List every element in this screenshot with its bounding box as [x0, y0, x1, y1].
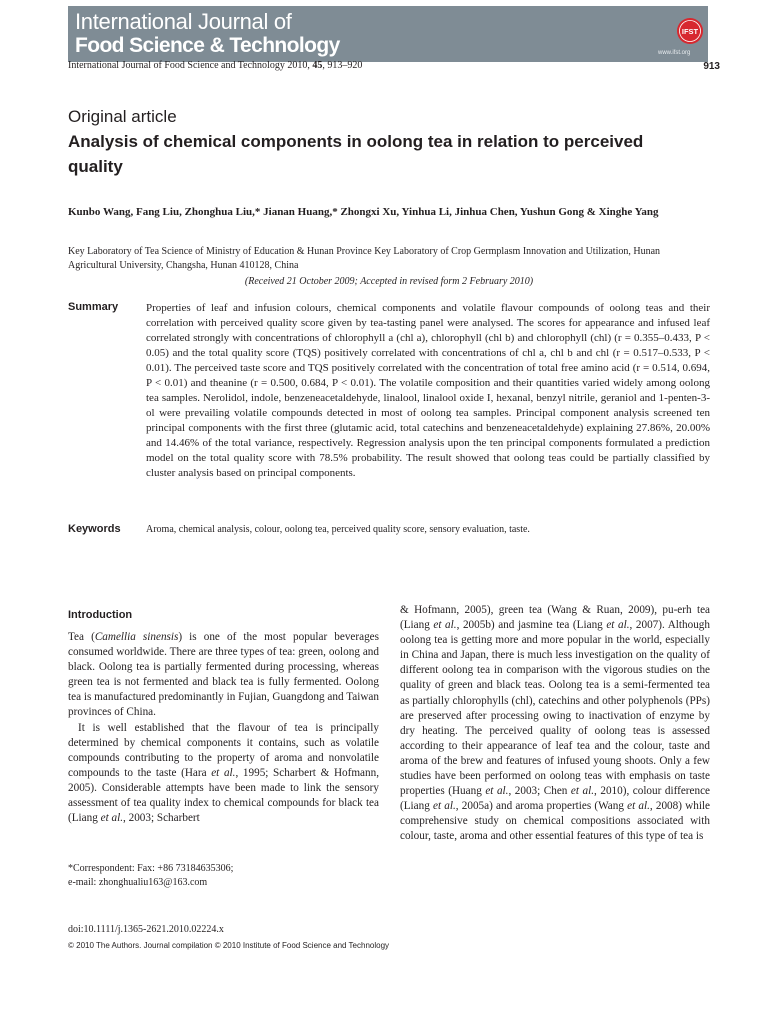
text-run: , 2007). Although oolong tea is getting more and more popular in the world, especially in China and Japan, there is much less investigation on the quality of different oolong tea in comparison with the vigorous studies on the quality of green and black teas. Oolong tea is a semi-fermented tea as partially chlorophylls (chl), catechins and other polyphenols (PPs) are preserved after processing owing to inactivation of enzyme by dry heating. The perceived quality of oolong teas is assessed according to their appearance of leaf tea and the colour, taste and aroma of the brew and features of infused young shoots. Only a few studies have been performed on oolong teas with emphasis on taste properties (Huang — [400, 619, 710, 798]
journal-name-line2: Food Science & Technology — [75, 34, 340, 57]
affiliation: Key Laboratory of Tea Science of Ministry of Education & Hunan Province Key Laboratory of Crop Germplasm Innovation and Utilization, Hunan Agricultural University, Changsha, Hunan 410128, China — [68, 246, 661, 271]
text-run: , 2010), colour difference (Liang — [400, 785, 711, 813]
text-run: Tea ( — [68, 631, 95, 643]
text-run: , 2003; Scharbert — [123, 812, 200, 825]
ifst-logo-icon — [676, 17, 704, 45]
introduction-continuation — [400, 603, 710, 845]
species-name: Camellia sinensis — [94, 631, 179, 643]
text-run: , 1995; Scharbert & Hofmann, 2005). Considerable attempts have been made to link the sensory assessment of tea quality index to chemical compounds for black tea (Liang — [68, 766, 379, 825]
received-accepted-dates: (Received 21 October 2009; Accepted in revised form 2 February 2010) — [244, 276, 534, 287]
journal-citation — [68, 60, 362, 71]
introduction-heading: Introduction — [68, 609, 133, 621]
text-run: , 2005b) and jasmine tea (Liang — [456, 619, 607, 632]
text-run: & Hofmann, 2005), green tea (Wang & Ruan, 2009), pu-erh tea (Liang — [400, 604, 710, 632]
text-run: It is well established that the flavour of tea is principally determined by chemical components it contains, such as volatile compounds contributing to the property of aroma and nonvolatile compounds to the taste (Hara — [68, 721, 379, 779]
text-run: , 2003; Chen — [508, 785, 571, 798]
correspondence-footnote — [68, 862, 233, 890]
copyright-notice: © 2010 The Authors. Journal compilation © 2010 Institute of Food Science and Technology — [68, 941, 390, 950]
citation-pages: , 913–920 — [322, 60, 363, 71]
et-al: et al. — [100, 812, 123, 825]
et-al: et al. — [627, 800, 650, 813]
summary-label: Summary — [68, 301, 119, 313]
article-type: Original article — [68, 107, 177, 126]
et-al: et al. — [485, 785, 509, 798]
et-al: et al. — [606, 619, 630, 632]
author-list: Kunbo Wang, Fang Liu, Zhonghua Liu,* Jianan Huang,* Zhongxi Xu, Yinhua Li, Jinhua Chen, Yushun Gong & Xinghe Yang — [68, 206, 659, 218]
et-al: et al. — [433, 800, 456, 813]
journal-name-line1: International Journal of — [75, 9, 292, 34]
journal-banner — [68, 6, 708, 62]
keywords-text: Aroma, chemical analysis, colour, oolong tea, perceived quality score, sensory evaluation, taste. — [146, 524, 530, 535]
correspondent-fax: *Correspondent: Fax: +86 73184635306; — [68, 863, 234, 874]
journal-url: www.ifst.org — [658, 50, 691, 56]
citation-prefix: International Journal of Food Science and Technology 2010, — [68, 60, 310, 71]
summary-text: Properties of leaf and infusion colours, chemical components and volatile flavour compounds of oolong teas and their correlation with perceived quality score given by tea-tasting panel were analysed. The scores for appearance and infused leaf correlated strongly with concentrations of chlorophyll a (chl a), chlorophyll (chl b) and chlorophyll (chl) (r = 0.355–0.433, P < 0.05) and the total quality score (TQS) positively correlated with concentrations of chl a, chl b and chl (r = 0.517–0.533, P < 0.01). The perceived taste score and TQS positively correlated with the concentration of total free amino acid (r = 0.514, 0.694, P < 0.01) and theanine (r = 0.500, 0.684, P < 0.01). The volatile composition and their quantities varied widely among oolong tea samples. Nerolidol, indole, benzeneacetaldehyde, linalool, linalool oxide I, hexanal, benzyl nitrile, geraniol and 1-penten-3-ol were prevailing volatile compounds detected in most of oolong tea samples. Principal component analysis screened ten principal components with the first three (glutamic acid, total catechins and benzeneacetaldehyde) explaining 27.86%, 20.00% and 14.46% of the total variance, respectively. Regression analysis upon the ten principal components formulated a prediction model on the total quality score with 78.5% probability. The result showed that oolong teas could be partially classified by cluster analysis based on principal components. — [146, 302, 710, 479]
et-al: et al. — [570, 785, 595, 798]
introduction-paragraph-1 — [68, 630, 379, 721]
ifst-logo-text: IFST — [681, 27, 699, 36]
doi-link[interactable]: doi:10.1111/j.1365-2621.2010.02224.x — [68, 924, 224, 935]
page-number: 913 — [703, 61, 720, 72]
et-al: et al. — [211, 766, 236, 779]
text-run: ) is one of the most popular beverages consumed worldwide. There are three types of tea: green, oolong and black. Oolong tea is partially fermented during processing, whereas green tea is not fermented and black tea is fully fermented. Oolong tea is manufactured predominantly in Fujian, Guangdong and Taiwan provinces of China. — [68, 631, 379, 719]
et-al: et al. — [433, 619, 457, 632]
text-run: , 2008) while comprehensive study on chemical compositions associated with colour, taste, aroma and other essential features of this type of tea is — [400, 800, 711, 843]
body-column-left — [68, 630, 379, 826]
body-column-right — [400, 603, 710, 845]
keywords-label: Keywords — [68, 523, 121, 535]
introduction-paragraph-2 — [68, 721, 379, 827]
citation-volume: 45 — [312, 60, 323, 71]
text-run: , 2005a) and aroma properties (Wang — [455, 800, 628, 813]
correspondent-email[interactable]: e-mail: zhonghualiu163@163.com — [68, 877, 208, 888]
article-title: Analysis of chemical components in oolong tea in relation to perceived quality — [68, 132, 644, 176]
